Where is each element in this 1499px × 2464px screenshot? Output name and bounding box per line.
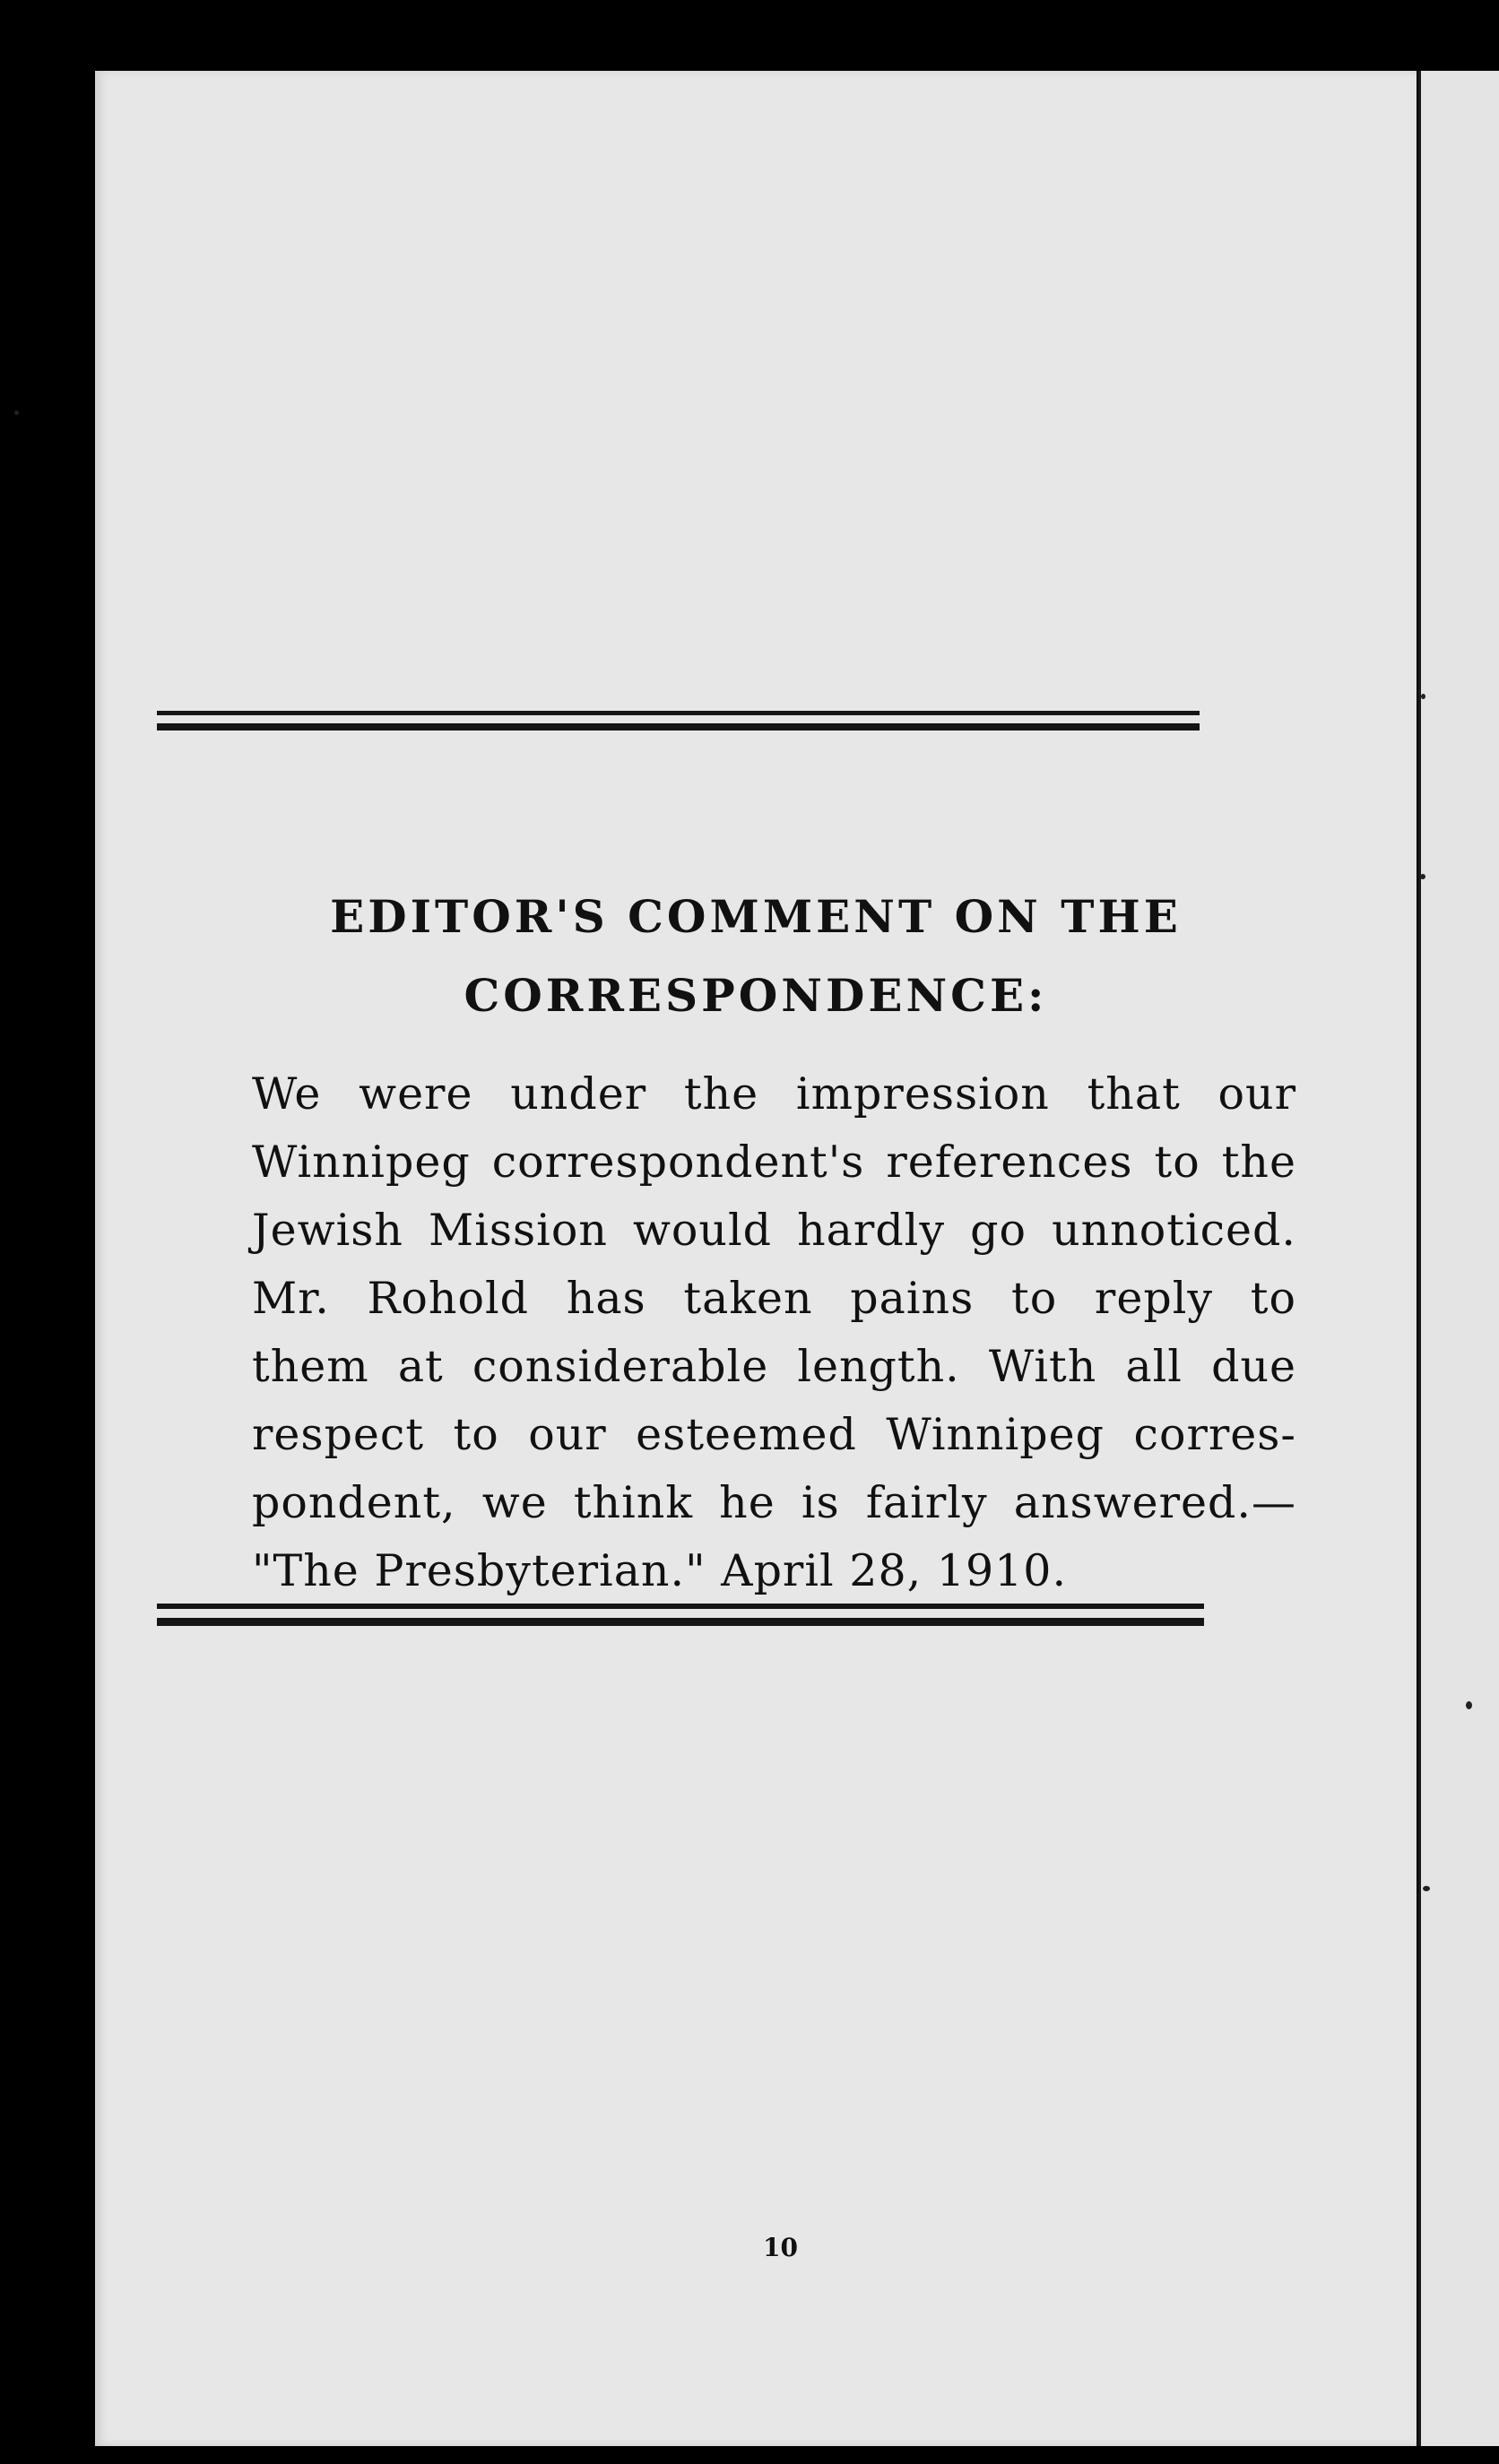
- bottom-double-rule: [157, 1604, 1204, 1626]
- scan-speck: [1420, 874, 1425, 879]
- scan-speck: [1423, 1886, 1430, 1891]
- scan-speck: [1421, 694, 1425, 699]
- heading-line-2: CORRESPONDENCE:: [464, 969, 1048, 1022]
- top-double-rule: [157, 711, 1200, 731]
- paragraph-line: We were under the impression that our: [252, 1068, 1296, 1120]
- heading-line-1: EDITOR'S COMMENT ON THE: [330, 890, 1182, 943]
- rule-thick-line: [157, 1618, 1204, 1626]
- adjacent-page-edge: [1418, 71, 1499, 2446]
- page-number: 10: [763, 2233, 798, 2262]
- paragraph-line: pondent, we think he is fairly answered.—: [252, 1477, 1296, 1528]
- rule-thin-line: [157, 711, 1200, 715]
- comment-paragraph: [252, 1060, 1296, 1605]
- scan-speck: [1466, 1701, 1472, 1709]
- rule-thick-line: [157, 723, 1200, 731]
- paragraph-line: them at considerable length. With all due: [252, 1341, 1296, 1392]
- rule-thin-line: [157, 1604, 1204, 1609]
- paragraph-line: Winnipeg correspondent's references to the: [252, 1137, 1296, 1188]
- paragraph-line: respect to our esteemed Winnipeg corres-: [252, 1409, 1296, 1460]
- scan-speck: [14, 411, 19, 415]
- paragraph-line: "The Presbyterian." April 28, 1910.: [252, 1545, 1068, 1596]
- paragraph-line: Jewish Mission would hardly go unnoticed.: [252, 1205, 1296, 1256]
- paragraph-line: Mr. Rohold has taken pains to reply to: [252, 1273, 1296, 1324]
